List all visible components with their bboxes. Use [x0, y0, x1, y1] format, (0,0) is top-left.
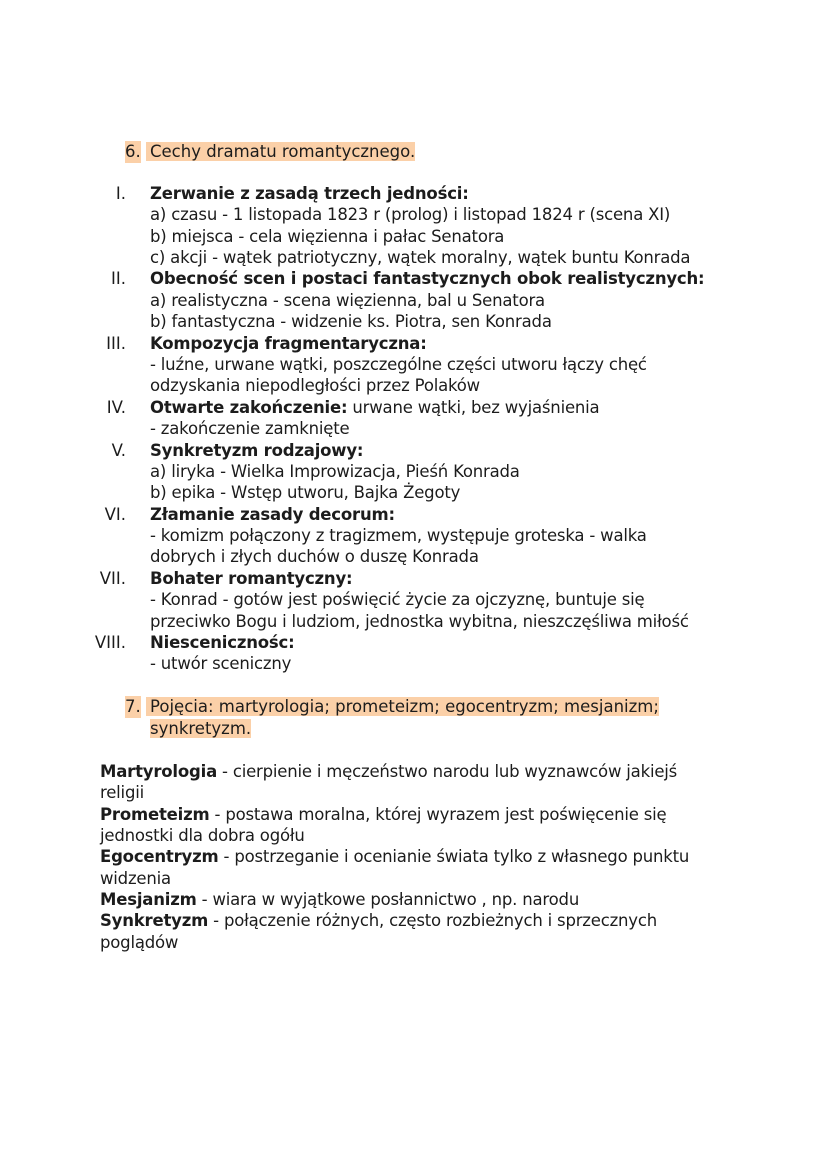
section-7-title-line1 — [150, 696, 659, 718]
item-line: a) liryka - Wielka Improwizacja, Pieśń Konrada — [150, 462, 520, 481]
section-6-title-text: Cechy dramatu romantycznego. — [146, 142, 415, 161]
item-numeral: VI. — [104, 505, 126, 524]
section-7-number: 7. — [125, 697, 141, 716]
section-6-title — [150, 141, 415, 163]
item-line: - komizm połączony z tragizmem, występuje groteska - walka — [150, 526, 647, 545]
item-line: b) fantastyczna - widzenie ks. Piotra, sen Konrada — [150, 312, 552, 331]
definition-term: Prometeizm — [100, 805, 210, 824]
definition — [100, 910, 657, 932]
item-line: przeciwko Bogu i ludziom, jednostka wybitna, nieszczęśliwa miłość — [150, 612, 689, 631]
definition-text: - postawa moralna, której wyrazem jest poświęcenie się — [209, 805, 667, 824]
section-6-number: 6. — [125, 142, 141, 161]
item-line: odzyskania niepodległości przez Polaków — [150, 376, 480, 395]
item-heading: Złamanie zasady decorum: — [150, 505, 395, 524]
definition-continuation: jednostki dla dobra ogółu — [100, 826, 305, 845]
definition-text: - połączenie różnych, często rozbieżnych i sprzecznych — [208, 911, 658, 930]
definition-term: Egocentryzm — [100, 847, 219, 866]
definition — [100, 761, 677, 783]
item-heading: Obecność scen i postaci fantastycznych obok realistycznych: — [150, 269, 705, 288]
definition-text: - cierpienie i męczeństwo narodu lub wyznawców jakiejś — [217, 762, 678, 781]
item-line: b) miejsca - cela więzienna i pałac Senatora — [150, 227, 505, 246]
item-numeral: III. — [106, 334, 126, 353]
definition-text: - wiara w wyjątkowe posłannictwo , np. narodu — [196, 890, 580, 909]
item-numeral: VIII. — [94, 633, 126, 652]
section-7-title-text: Pojęcia: martyrologia; prometeizm; egocentryzm; mesjanizm; — [146, 697, 659, 716]
item-numeral: IV. — [106, 398, 126, 417]
item-heading: Kompozycja fragmentaryczna: — [150, 334, 427, 353]
item-heading-row — [150, 397, 599, 419]
item-heading-tail: urwane wątki, bez wyjaśnienia — [347, 398, 600, 417]
item-line: - zakończenie zamknięte — [150, 419, 350, 438]
definition-text: - postrzeganie i ocenianie świata tylko z własnego punktu — [218, 847, 690, 866]
definition — [100, 846, 689, 868]
section-7-title-text: synkretyzm. — [150, 719, 252, 738]
item-line: - luźne, urwane wątki, poszczególne części utworu łączy chęć — [150, 355, 647, 374]
item-numeral: V. — [111, 441, 126, 460]
item-line: a) czasu - 1 listopada 1823 r (prolog) i listopad 1824 r (scena XI) — [150, 205, 671, 224]
item-line: - Konrad - gotów jest poświęcić życie za ojczyznę, buntuje się — [150, 590, 645, 609]
item-heading: Bohater romantyczny: — [150, 569, 353, 588]
item-numeral: II. — [111, 269, 126, 288]
definition — [100, 889, 579, 911]
item-numeral: VII. — [99, 569, 126, 588]
definition-continuation: widzenia — [100, 869, 171, 888]
item-line: - utwór sceniczny — [150, 654, 292, 673]
item-line: a) realistyczna - scena więzienna, bal u Senatora — [150, 291, 545, 310]
definition-term: Martyrologia — [100, 762, 217, 781]
item-numeral: I. — [115, 184, 126, 203]
item-line: c) akcji - wątek patriotyczny, wątek moralny, wątek buntu Konrada — [150, 248, 691, 267]
item-line: dobrych i złych duchów o duszę Konrada — [150, 547, 479, 566]
definition-term: Mesjanizm — [100, 890, 197, 909]
item-heading: Synkretyzm rodzajowy: — [150, 441, 364, 460]
definition — [100, 804, 666, 826]
definition-continuation: poglądów — [100, 933, 179, 952]
definition-term: Synkretyzm — [100, 911, 209, 930]
item-heading: Zerwanie z zasadą trzech jedności: — [150, 184, 469, 203]
item-heading: Otwarte zakończenie: — [150, 398, 348, 417]
item-line: b) epika - Wstęp utworu, Bajka Żegoty — [150, 483, 461, 502]
item-heading: Niescenicznośc: — [150, 633, 295, 652]
section-7-title-line2 — [150, 718, 251, 740]
definition-continuation: religii — [100, 783, 144, 802]
